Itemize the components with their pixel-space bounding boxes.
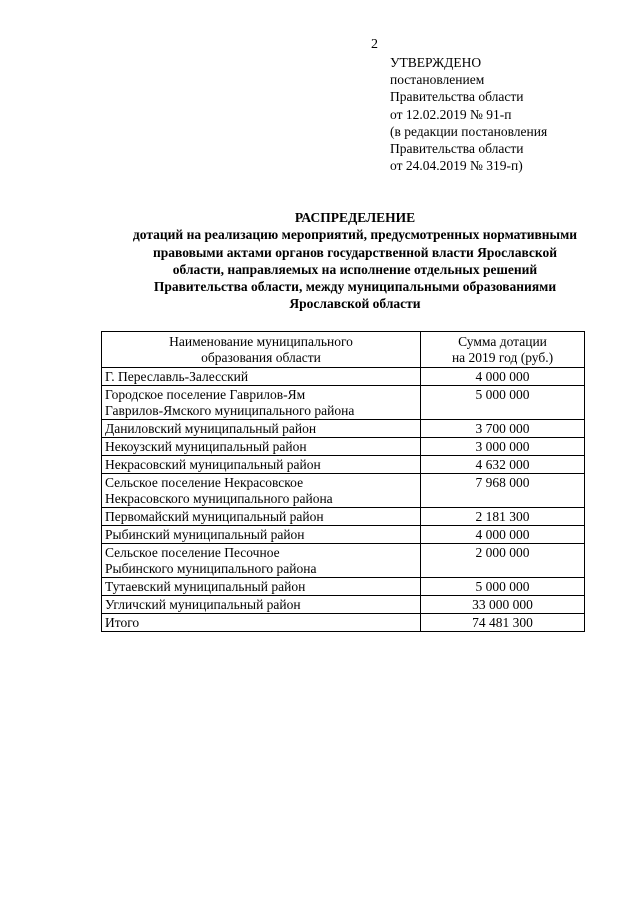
subsidy-amount-cell: 5 000 000 (421, 578, 585, 596)
municipality-name-cell (102, 474, 421, 508)
municipality-name-cell (102, 526, 421, 544)
table-row (102, 508, 585, 526)
municipality-name-cell (102, 438, 421, 456)
table-row (102, 386, 585, 420)
approval-line: Правительства области (390, 141, 524, 157)
title-line: Ярославской области (289, 296, 421, 312)
document-title (90, 209, 620, 313)
municipality-name-line: Г. Переславль-Залесский (105, 369, 249, 384)
table-header-row (102, 332, 585, 368)
subsidy-amount-cell: 3 700 000 (421, 420, 585, 438)
municipality-name-cell (102, 544, 421, 578)
title-line: Правительства области, между муниципальными образованиями (153, 279, 557, 295)
table-row (102, 438, 585, 456)
table-row (102, 614, 585, 632)
municipality-name-line: Тутаевский муниципальный район (105, 579, 306, 594)
approval-line: постановлением (390, 72, 485, 88)
approval-line: Правительства области (390, 89, 524, 105)
table-row (102, 368, 585, 386)
header-name (102, 332, 421, 368)
municipality-name-line: Угличский муниципальный район (105, 597, 301, 612)
municipality-name-line: Сельское поселение Некрасовское (105, 475, 304, 490)
municipality-name-line: Сельское поселение Песочное (105, 545, 280, 560)
municipality-name-cell (102, 420, 421, 438)
distribution-table (101, 331, 585, 632)
approval-line: УТВЕРЖДЕНО (390, 55, 482, 70)
header-name-line: Наименование муниципального (169, 334, 353, 349)
subsidy-amount-cell: 7 968 000 (421, 474, 585, 508)
municipality-name-line: Даниловский муниципальный район (105, 421, 317, 436)
municipality-name-line: Первомайский муниципальный район (105, 509, 324, 524)
approval-stamp (390, 54, 547, 174)
subsidy-amount-cell: 2 000 000 (421, 544, 585, 578)
approval-line: от 24.04.2019 № 319-п) (390, 158, 523, 174)
header-sum (421, 332, 585, 368)
municipality-name-cell (102, 456, 421, 474)
municipality-name-cell (102, 614, 421, 632)
header-sum-line: на 2019 год (руб.) (451, 350, 554, 365)
municipality-name-cell (102, 508, 421, 526)
municipality-name-line: Рыбинского муниципального района (105, 561, 317, 576)
municipality-name-line: Некрасовского муниципального района (105, 491, 333, 506)
subsidy-amount-cell: 33 000 000 (421, 596, 585, 614)
table-row (102, 544, 585, 578)
title-heading: РАСПРЕДЕЛЕНИЕ (294, 210, 416, 225)
table-body (102, 368, 585, 632)
approval-line: (в редакции постановления (390, 123, 548, 139)
header-sum-line: Сумма дотации (458, 334, 547, 349)
municipality-name-line: Гаврилов-Ямского муниципального района (105, 403, 355, 418)
table-row (102, 474, 585, 508)
municipality-name-cell (102, 386, 421, 420)
municipality-name-cell (102, 596, 421, 614)
subsidy-amount-cell: 3 000 000 (421, 438, 585, 456)
table-row (102, 456, 585, 474)
subsidy-amount-cell: 5 000 000 (421, 386, 585, 420)
title-line: дотаций на реализацию мероприятий, предусмотренных нормативными (132, 227, 578, 243)
subsidy-amount-cell: 74 481 300 (421, 614, 585, 632)
municipality-name-line: Итого (105, 615, 140, 630)
table-row (102, 526, 585, 544)
subsidy-amount-cell: 2 181 300 (421, 508, 585, 526)
page-number: 2 (371, 37, 378, 52)
header-name-line: образования области (201, 350, 321, 365)
municipality-name-line: Некоузский муниципальный район (105, 439, 307, 454)
municipality-name-line: Городское поселение Гаврилов-Ям (105, 387, 306, 402)
subsidy-amount-cell: 4 000 000 (421, 526, 585, 544)
municipality-name-line: Некрасовский муниципальный район (105, 457, 321, 472)
municipality-name-cell (102, 578, 421, 596)
approval-line: от 12.02.2019 № 91-п (390, 106, 512, 122)
table-row (102, 578, 585, 596)
table-row (102, 420, 585, 438)
municipality-name-cell (102, 368, 421, 386)
table-row (102, 596, 585, 614)
municipality-name-line: Рыбинский муниципальный район (105, 527, 305, 542)
title-line: правовыми актами органов государственной власти Ярославской (152, 244, 558, 260)
subsidy-amount-cell: 4 000 000 (421, 368, 585, 386)
title-line: области, направляемых на исполнение отдельных решений (172, 261, 538, 277)
subsidy-amount-cell: 4 632 000 (421, 456, 585, 474)
